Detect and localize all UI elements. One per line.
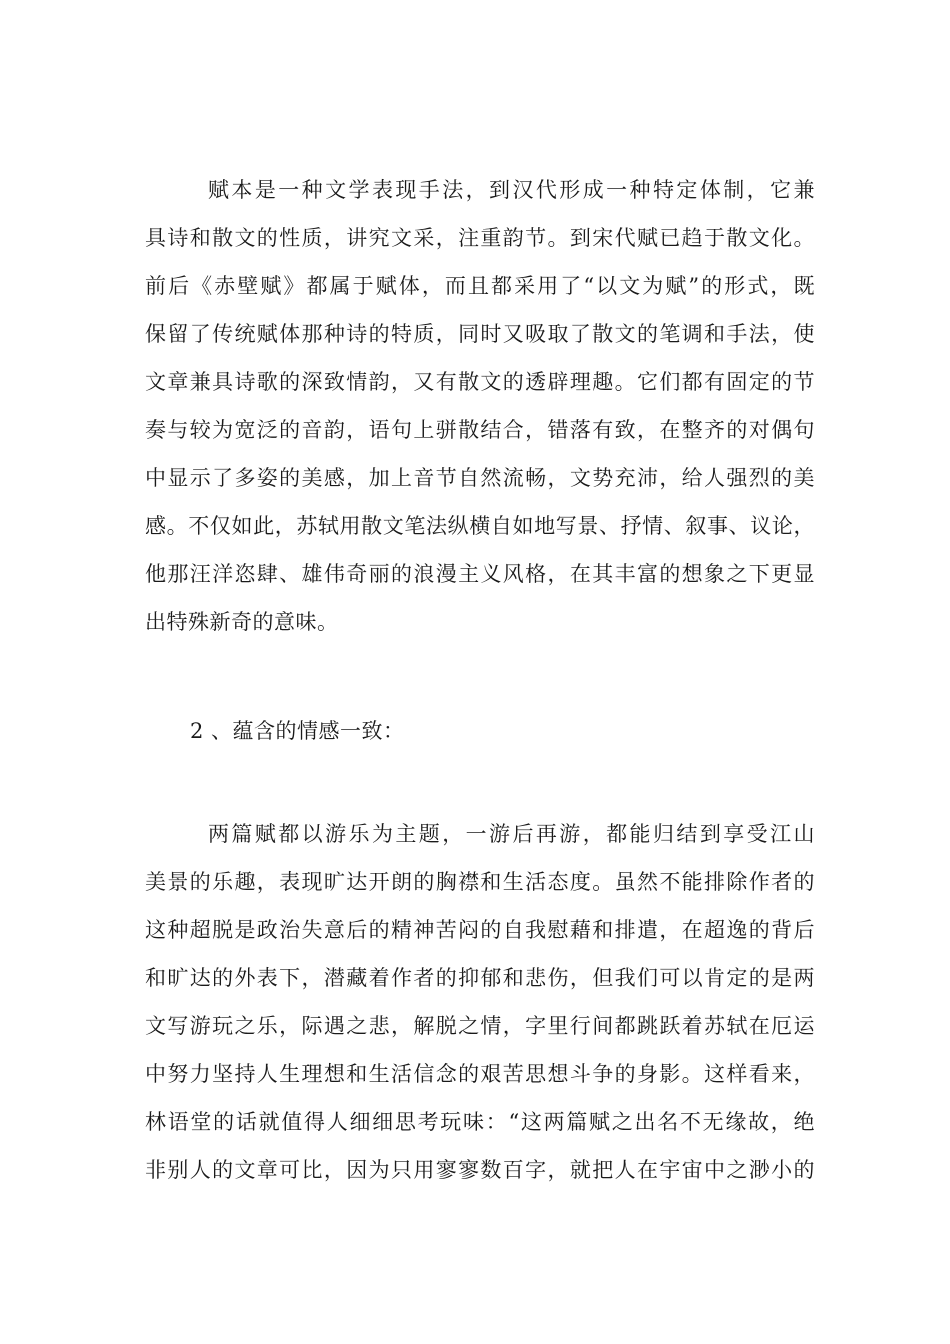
- paragraph-line: 保留了传统赋体那种诗的特质，同时又吸取了散文的笔调和手法，使: [145, 322, 815, 346]
- paragraph-line: 前后《赤壁赋》都属于赋体，而且都采用了“以文为赋”的形式，既: [145, 274, 815, 298]
- paragraph-line: 赋本是一种文学表现手法，到汉代形成一种特定体制，它兼: [208, 178, 815, 202]
- paragraph-line: 出特殊新奇的意味。: [145, 610, 339, 634]
- paragraph-line: 文章兼具诗歌的深致情韵，又有散文的透辟理趣。它们都有固定的节: [145, 370, 815, 394]
- paragraph-line: 中努力坚持人生理想和生活信念的艰苦思想斗争的身影。这样看来，: [145, 1062, 815, 1086]
- paragraph-line: 具诗和散文的性质，讲究文采，注重韵节。到宋代赋已趋于散文化。: [145, 226, 815, 250]
- paragraph-line: 感。不仅如此，苏轼用散文笔法纵横自如地写景、抒情、叙事、议论，: [145, 514, 815, 538]
- paragraph-line: 林语堂的话就值得人细细思考玩味：“这两篇赋之出名不无缘故，绝: [145, 1110, 815, 1134]
- section-heading-text: 2 、蕴含的情感一致：: [190, 719, 405, 743]
- paragraph-line: 这种超脱是政治失意后的精神苦闷的自我慰藉和排遣，在超逸的背后: [145, 918, 815, 942]
- paragraph-1: [145, 166, 815, 646]
- paragraph-line: 两篇赋都以游乐为主题，一游后再游，都能归结到享受江山: [208, 822, 815, 846]
- paragraph-line: 非别人的文章可比，因为只用寥寥数百字，就把人在宇宙中之渺小的: [145, 1158, 815, 1182]
- paragraph-line: 文写游玩之乐，际遇之悲，解脱之情，字里行间都跳跃着苏轼在厄运: [145, 1014, 815, 1038]
- paragraph-2: [145, 810, 815, 1194]
- paragraph-line: 中显示了多姿的美感，加上音节自然流畅，文势充沛，给人强烈的美: [145, 466, 815, 490]
- paragraph-line: 和旷达的外表下，潜藏着作者的抑郁和悲伤，但我们可以肯定的是两: [145, 966, 815, 990]
- paragraph-line: 奏与较为宽泛的音韵，语句上骈散结合，错落有致，在整齐的对偶句: [145, 418, 815, 442]
- section-heading: [190, 707, 860, 755]
- paragraph-line: 美景的乐趣，表现旷达开朗的胸襟和生活态度。虽然不能排除作者的: [145, 870, 815, 894]
- paragraph-line: 他那汪洋恣肆、雄伟奇丽的浪漫主义风格，在其丰富的想象之下更显: [145, 562, 815, 586]
